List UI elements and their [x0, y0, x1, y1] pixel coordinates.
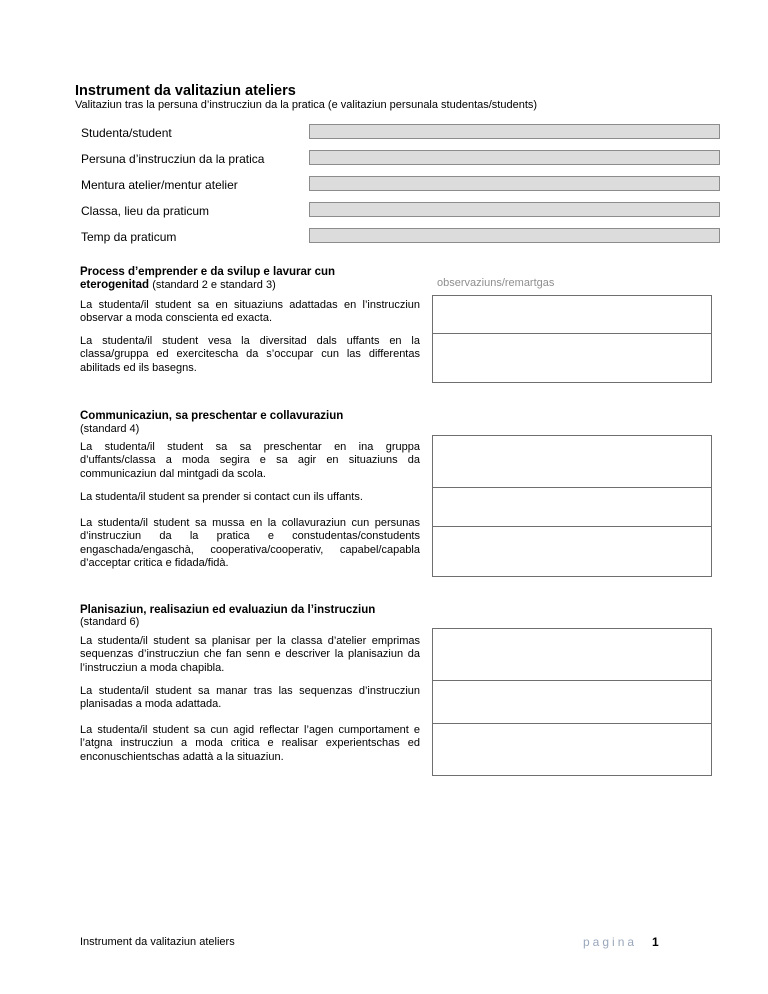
field-label-instructor: Persuna d’instrucziun da la pratica	[81, 152, 265, 166]
section-title-learning	[80, 266, 335, 292]
field-label-student: Studenta/student	[81, 126, 172, 140]
field-label-period: Temp da praticum	[81, 230, 177, 244]
observations-box-section-2	[432, 435, 712, 577]
observation-cell[interactable]	[433, 723, 711, 775]
field-label-class-location: Classa, lieu da praticum	[81, 204, 210, 218]
criterion-text: La studenta/il student sa cun agid reflectar l’agen cumportament e l’atgna instrucziun a moda critica e realisar experientschas ed enconuschientschas adattà a la situaziun.	[80, 724, 420, 763]
criterion-text: La studenta/il student vesa la diversitad dals uffants en la classa/gruppa ed exercitescha da s’occupar cun las differentas abilitads ed ils basegns.	[80, 335, 420, 374]
section-title-line2	[80, 279, 335, 292]
criterion-text: La studenta/il student sa mussa en la collavuraziun cun persunas d’instrucziun da la pratica e constudentas/constudents engaschada/engaschà, cooperativa/cooperativ, capabel/capabla d’acceptar critica e fidada/fidà.	[80, 517, 420, 569]
section-standard: (standard 2 e standard 3)	[152, 279, 276, 291]
mentor-field[interactable]	[309, 176, 720, 191]
footer-page-word: pagina	[583, 935, 638, 949]
criterion-text: La studenta/il student sa manar tras las sequenzas d’instrucziun planisadas a moda adattada.	[80, 685, 420, 711]
observation-cell[interactable]	[433, 333, 711, 383]
section-title-planning: Planisaziun, realisaziun ed evaluaziun da l’instrucziun	[80, 604, 376, 616]
section-standard: (standard 4)	[80, 423, 140, 435]
observation-cell[interactable]	[433, 436, 711, 487]
criterion-text: La studenta/il student sa prender si contact cun ils uffants.	[80, 491, 363, 503]
document-title: Instrument da valitaziun ateliers	[75, 83, 296, 99]
section-title-heterogeneity: eterogenitad	[80, 279, 150, 291]
observation-cell[interactable]	[433, 526, 711, 576]
footer-document-name: Instrument da valitaziun ateliers	[80, 936, 235, 948]
page-number: 1	[652, 935, 659, 949]
section-title-line1: Process d’emprender e da svilup e lavurar cun	[80, 266, 336, 278]
field-label-mentor: Mentura atelier/mentur atelier	[81, 178, 238, 192]
document-subtitle: Valitaziun tras la persuna d’instrucziun da la pratica (e valitaziun persunala studentas/students)	[75, 99, 538, 111]
criterion-text: La studenta/il student sa planisar per la classa d’atelier emprimas sequenzas d’instrucziun che fan senn e descriver la planisaziun da l’instrucziun a moda chapibla.	[80, 635, 420, 674]
observations-heading: observaziuns/remartgas	[437, 277, 555, 289]
period-field[interactable]	[309, 228, 720, 243]
observations-box-section-1	[432, 295, 712, 383]
instructor-field[interactable]	[309, 150, 720, 165]
observation-cell[interactable]	[433, 296, 711, 333]
observation-cell[interactable]	[433, 629, 711, 680]
criterion-text: La studenta/il student sa sa preschentar en ina gruppa d’uffants/classa a moda segira e sa agir en situaziuns da communicaziun dal mintgadi da scola.	[80, 441, 420, 480]
class-location-field[interactable]	[309, 202, 720, 217]
section-title-communication: Communicaziun, sa preschentar e collavuraziun	[80, 410, 344, 422]
observation-cell[interactable]	[433, 487, 711, 526]
section-standard: (standard 6)	[80, 616, 140, 628]
criterion-text: La studenta/il student sa en situaziuns adattadas en l’instrucziun observar a moda conscienta ed exacta.	[80, 299, 420, 325]
observation-cell[interactable]	[433, 680, 711, 723]
student-field[interactable]	[309, 124, 720, 139]
observations-box-section-3	[432, 628, 712, 776]
